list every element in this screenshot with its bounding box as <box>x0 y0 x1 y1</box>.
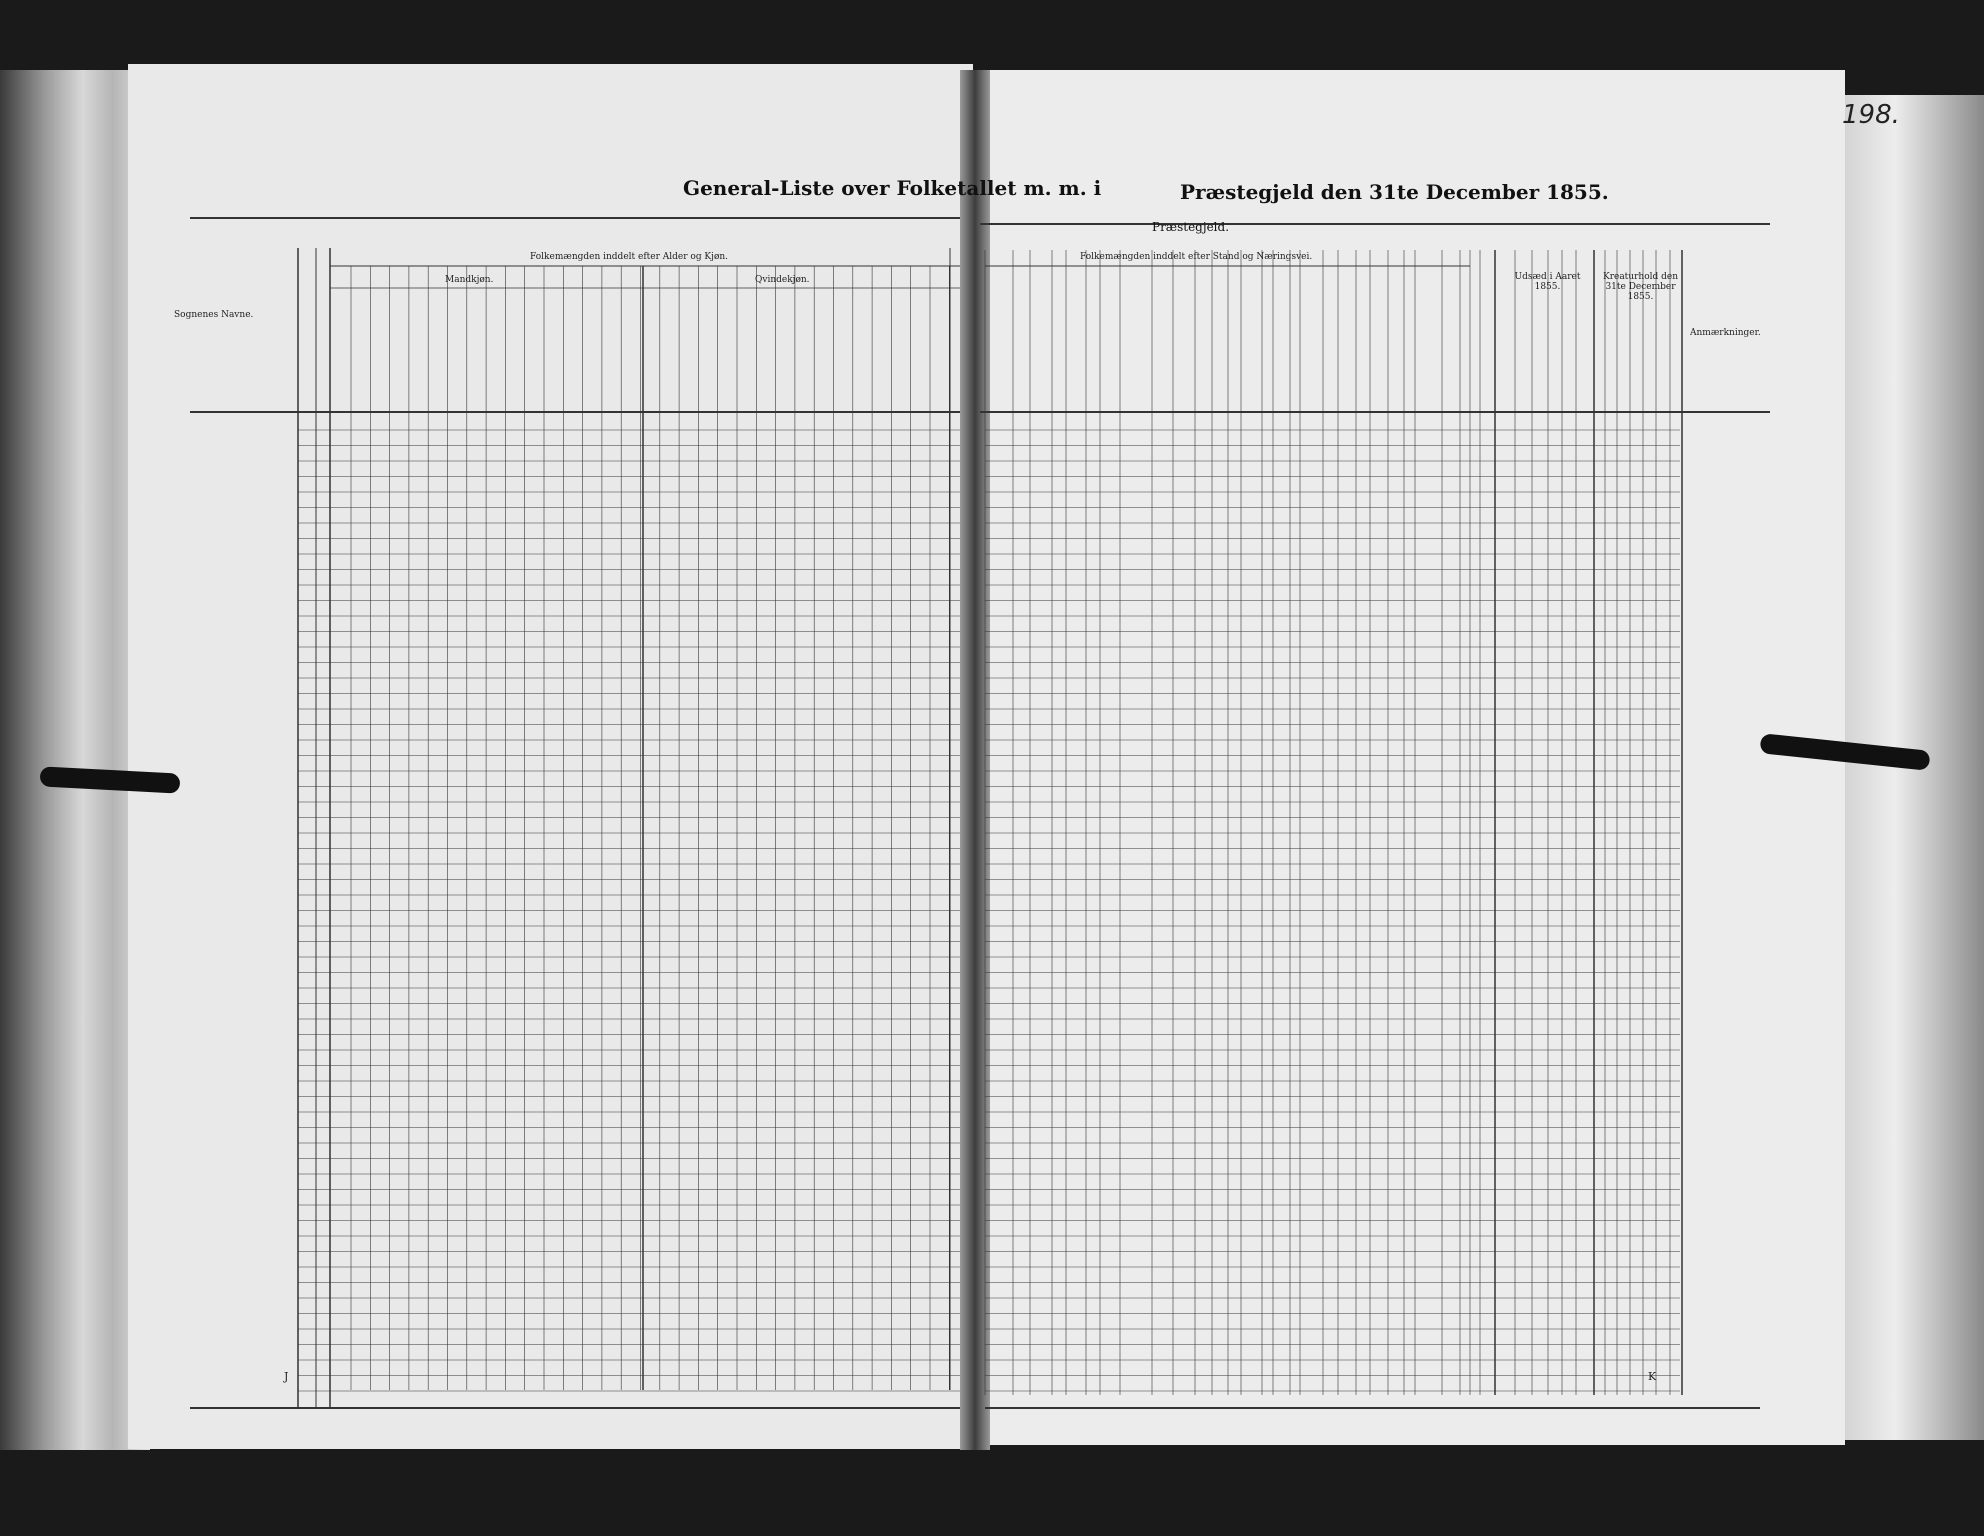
parish-names-header: Sognenes Navne. <box>174 310 254 320</box>
age-sex-group-header: Folkemængden inddelt efter Alder og Kjøn. <box>530 252 729 262</box>
female-header: Qvindekjøn. <box>755 275 810 285</box>
remarks-header: Anmærkninger. <box>1690 328 1761 338</box>
left-footer-mark: J <box>284 1370 289 1383</box>
page-number: 198. <box>1842 100 1900 130</box>
seed-header: Udsæd i Aaret 1855. <box>1514 272 1581 292</box>
occupation-group-header: Folkemængden inddelt efter Stand og Næringsvei. <box>1080 252 1313 262</box>
right-page-subtitle: Præstegjeld. <box>1152 220 1230 234</box>
right-page-title: Præstegjeld den 31te December 1855. <box>1180 180 1609 204</box>
livestock-header: Kreaturhold den 31te December 1855. <box>1602 272 1679 302</box>
left-page-title: General-Liste over Folketallet m. m. i <box>683 176 1102 200</box>
male-header: Mandkjøn. <box>445 275 494 285</box>
right-footer-mark: K <box>1648 1370 1657 1383</box>
